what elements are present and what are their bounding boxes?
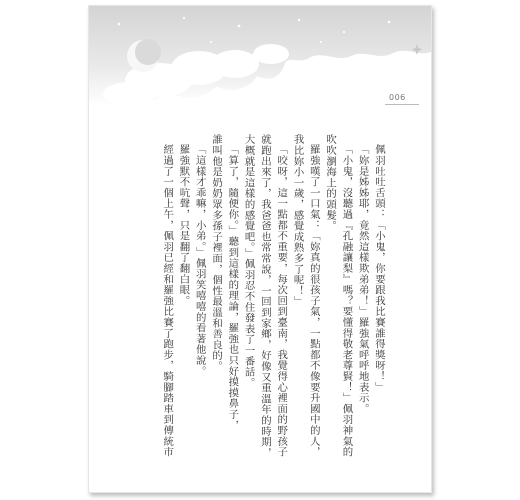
page-number: 006	[389, 93, 406, 102]
text-line: 佩羽吐吐舌頭：「小鬼，你要跟我比賽誰得獎呀！」	[373, 144, 385, 393]
text-line: 「這樣才乖嘛，小弟。」佩羽笑嘻嘻的看著他說。	[193, 144, 206, 377]
text-line: 「小鬼，沒聽過『孔融讓梨』嗎？要懂得敬老尊賢！」佩羽神氣的	[340, 144, 353, 458]
text-line: 「算了，隨便你。」聽到這樣的理論，羅強也只好摸摸鼻子，	[226, 144, 239, 431]
book-page	[88, 5, 432, 493]
vertical-body-text	[159, 134, 387, 456]
text-line: 「妳是姊姊耶，竟然這樣欺弟弟！」羅強氣呼呼地表示。	[356, 144, 369, 415]
text-line: 大概就是這樣的感覺吧。」佩羽忍不住發表了一番話。	[242, 134, 255, 388]
text-line: 經過了一個上午，佩羽已經和羅強比賽了跑步，騎腳踏車到傳統市	[161, 144, 174, 458]
text-line: 我比妳小一歲，感覺成熟多了呢！」	[291, 134, 304, 307]
text-line: 吹吹瀏海上的頭髮。	[324, 134, 337, 232]
page-number-rule	[385, 104, 419, 105]
text-line: 「咬呀，這一點都不重要，每次回到臺南，我覺得心裡面的野孩子	[275, 144, 288, 458]
text-line: 羅強默不吭聲，只是翻了翻白眼。	[177, 144, 190, 307]
text-line: 羅強嘆了一口氣：「妳真的很孩子氣，一點都不像要升國中的人，	[307, 144, 320, 458]
text-line: 誰叫他是奶奶眾多孫子裡面，個性最溫和善良的。	[210, 134, 223, 372]
text-line: 就跑出來了，我爸爸也常常說，一回到家鄉，好像又重溫年的時期，	[258, 134, 271, 458]
